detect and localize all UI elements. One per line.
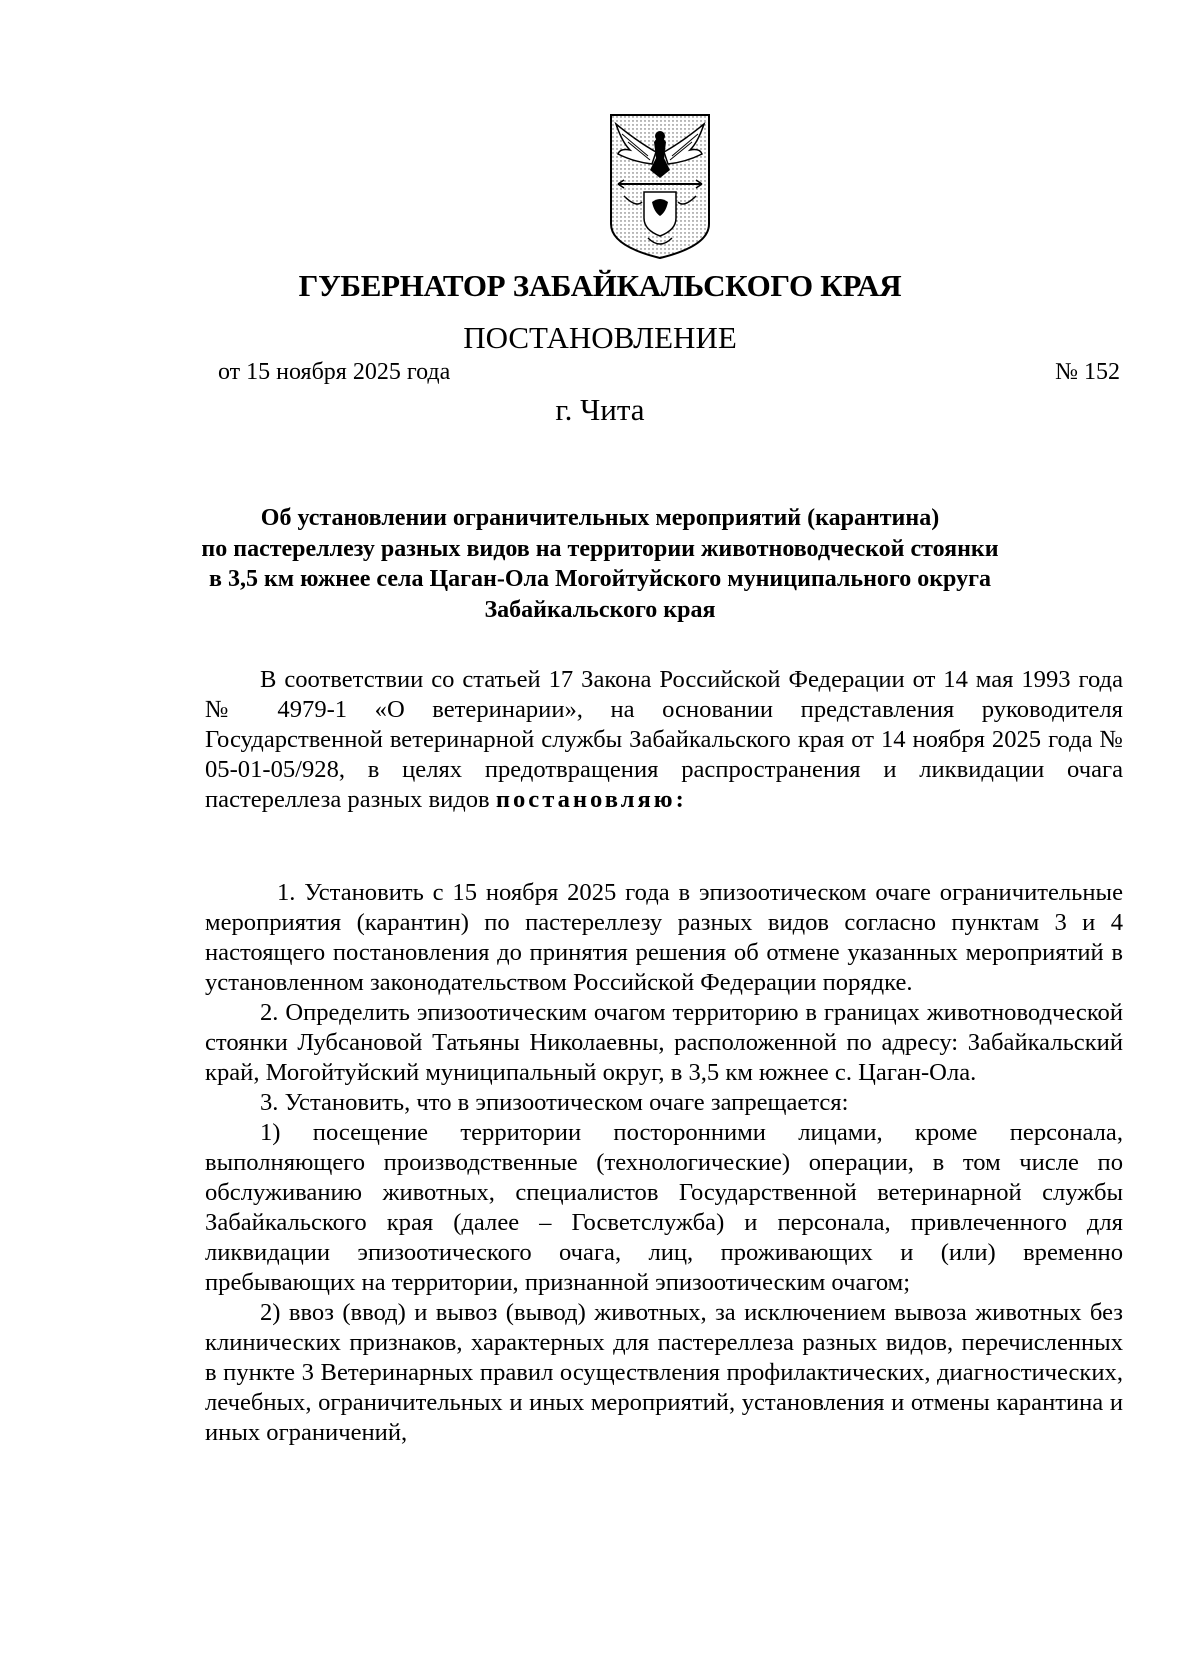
coat-of-arms-icon — [608, 112, 712, 260]
item-3: 3. Установить, что в эпизоотическом очаге запрещается: — [260, 1089, 849, 1116]
authority-heading: ГУБЕРНАТОР ЗАБАЙКАЛЬСКОГО КРАЯ — [298, 268, 902, 303]
title-line: Забайкальского края — [484, 596, 716, 623]
title-line: Об установлении ограничительных мероприятий (карантина) — [260, 505, 940, 531]
preamble-text: В соответствии со статьей 17 Закона Российской Федерации от 14 мая 1993 года № 4979-1 «О ветеринарии», на основании представления руководителя Государственной ветеринарной службы Забайкальского края от 14 ноября 2025 года № 05-01-05/928, в целях предотвращения распространения и ликвидации очага пастереллеза разных видов — [205, 666, 1123, 813]
item-3-2: 2) ввоз (ввод) и вывоз (вывод) животных, за исключением вывоза животных без клинических признаков, характерных для пастереллеза разных видов, перечисленных в пункте 3 Ветеринарных правил осуществления профилактических, диагностических, лечебных, ограничительных и иных мероприятий, установления и отмены карантина и иных ограничений, — [205, 1299, 1123, 1446]
decree-items — [205, 878, 1123, 1448]
item-3-1: 1) посещение территории посторонними лицами, кроме персонала, выполняющего производственные (технологические) операции, в том числе по обслуживанию животных, специалистов Государственной ветеринарной службы Забайкальского края (далее – Госветслужба) и персонала, привлеченного для ликвидации эпизоотического очага, лиц, проживающих и (или) временно пребывающих на территории, признанной эпизоотическим очагом; — [205, 1119, 1123, 1296]
item-2: 2. Определить эпизоотическим очагом территорию в границах животноводческой стоянки Лубсановой Татьяны Николаевны, расположенной по адресу: Забайкальский край, Могойтуйский муниципальный округ, в 3,5 км южнее с. Цаган-Ола. — [205, 999, 1123, 1086]
title-line: по пастереллезу разных видов на территории животноводческой стоянки — [201, 535, 999, 562]
document-city: г. Чита — [555, 392, 645, 427]
title-line: в 3,5 км южнее села Цаган-Ола Могойтуйского муниципального округа — [209, 566, 991, 592]
preamble — [205, 665, 1123, 815]
document-type: ПОСТАНОВЛЕНИЕ — [463, 320, 737, 355]
item-1: 1. Установить с 15 ноября 2025 года в эпизоотическом очаге ограничительные мероприятия (карантин) по пастереллезу разных видов согласно пунктам 3 и 4 настоящего постановления до принятия решения об отмене указанных мероприятий в установленном законодательством Российской Федерации порядке. — [205, 879, 1123, 996]
document-title — [150, 503, 1050, 625]
document-date: от 15 ноября 2025 года — [218, 359, 451, 385]
decree-word: постановляю: — [495, 786, 687, 813]
document-number: № 152 — [1055, 359, 1120, 385]
